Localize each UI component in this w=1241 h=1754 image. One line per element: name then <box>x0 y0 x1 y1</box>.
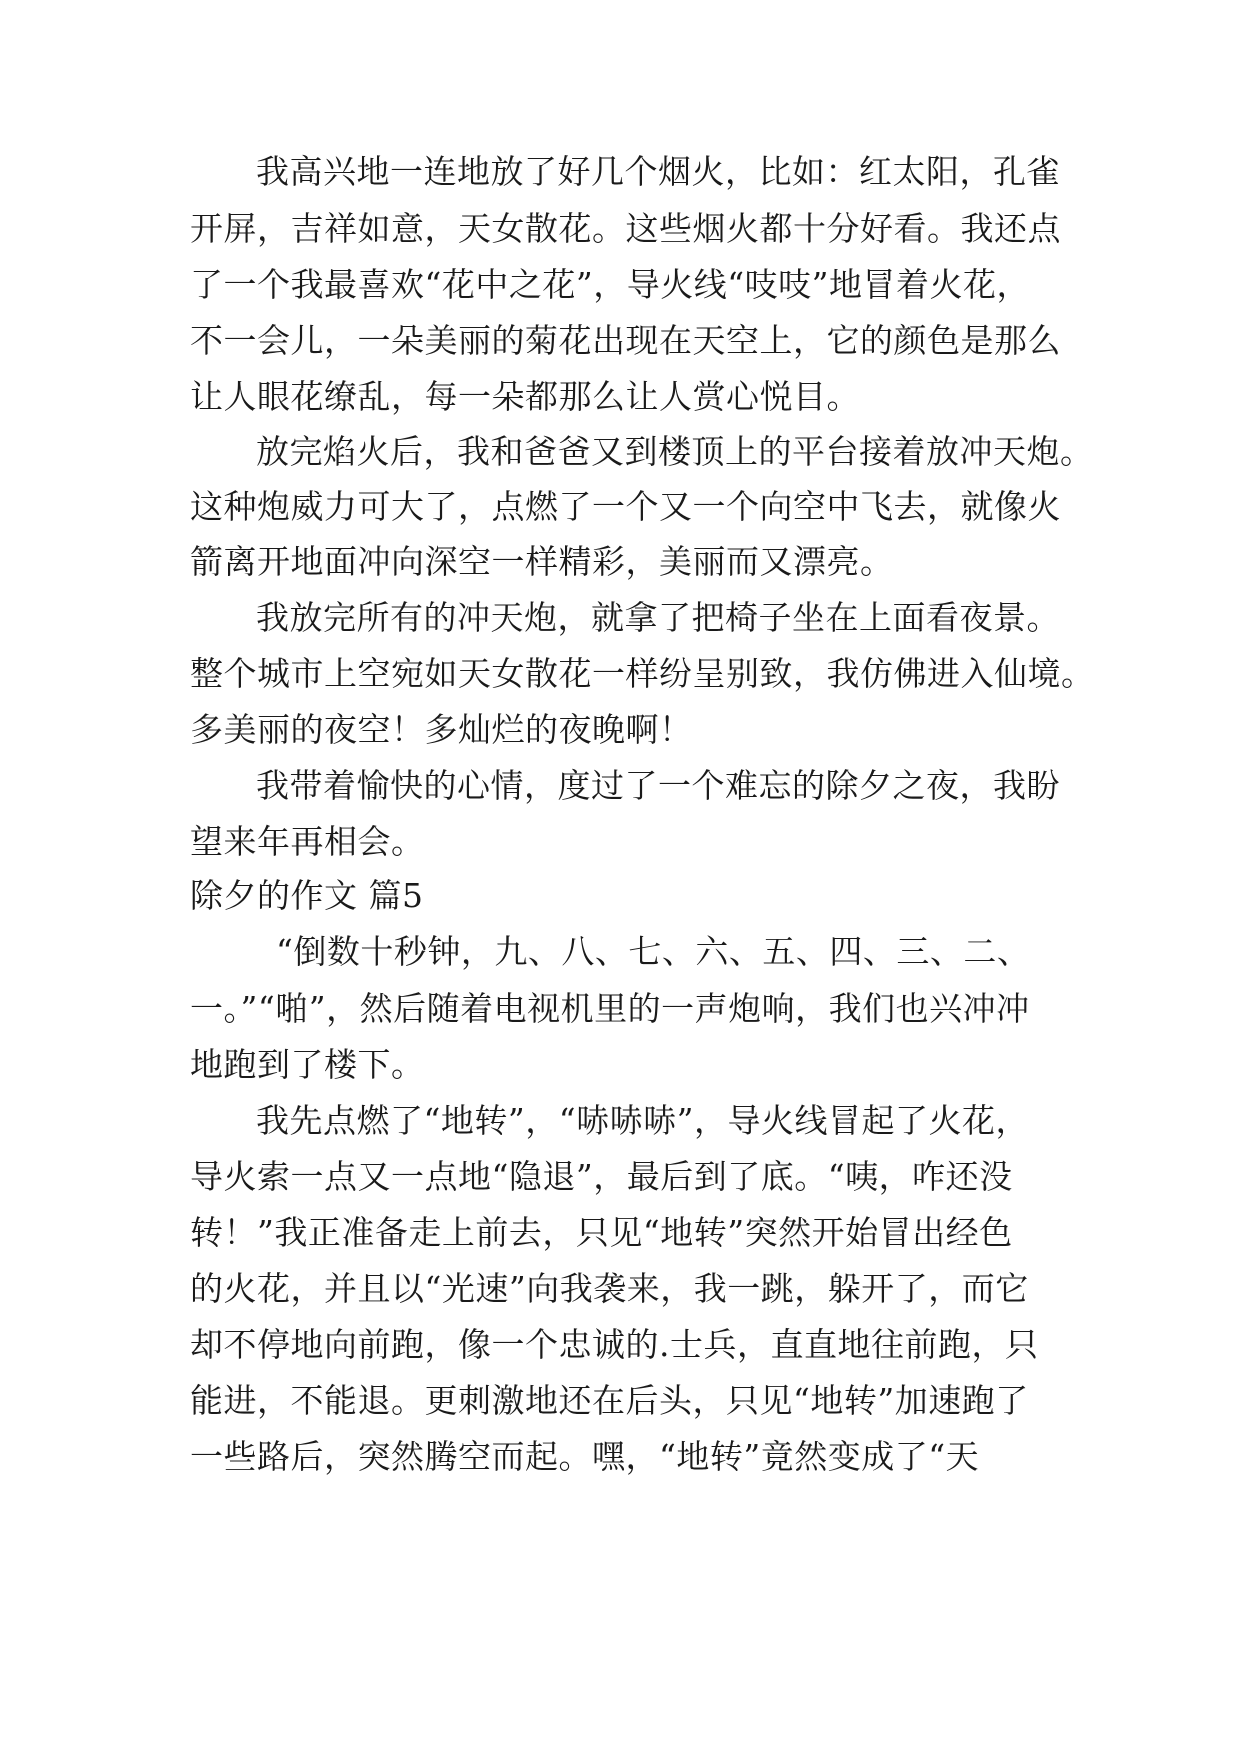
paragraph-line: 地跑到了楼下。 <box>190 1045 425 1084</box>
paragraph-line: 了一个我最喜欢“花中之花”，导火线“吱吱”地冒着火花， <box>190 265 1030 304</box>
paragraph-line: 整个城市上空宛如天女散花一样纷呈别致，我仿佛进入仙境。 <box>190 654 1095 693</box>
paragraph-line: 箭离开地面冲向深空一样精彩，美丽而又漂亮。 <box>190 542 894 581</box>
paragraph-line: 导火索一点又一点地“隐退”，最后到了底。“咦，咋还没 <box>190 1157 1013 1196</box>
paragraph-line: 望来年再相会。 <box>190 822 425 861</box>
paragraph-line: 多美丽的夜空！多灿烂的夜晚啊！ <box>190 710 693 749</box>
paragraph-line: 不一会儿，一朵美丽的菊花出现在天空上，它的颜色是那么 <box>190 321 1061 360</box>
paragraph-line: 我放完所有的冲天炮，就拿了把椅子坐在上面看夜景。 <box>256 598 1060 637</box>
paragraph-line: 让人眼花缭乱，每一朵都那么让人赏心悦目。 <box>190 377 860 416</box>
paragraph-line: 开屏，吉祥如意，天女散花。这些烟火都十分好看。我还点 <box>190 209 1061 248</box>
paragraph-line: “倒数十秒钟，九、八、七、六、五、四、三、二、 <box>276 932 1031 971</box>
paragraph-line: 我先点燃了“地转”，“哧哧哧”，导火线冒起了火花， <box>256 1101 1029 1140</box>
paragraph-line: 这种炮威力可大了，点燃了一个又一个向空中飞去，就像火 <box>190 487 1061 526</box>
paragraph-line: 我带着愉快的心情，度过了一个难忘的除夕之夜，我盼 <box>256 766 1060 805</box>
paragraph-line: 放完焰火后，我和爸爸又到楼顶上的平台接着放冲天炮。 <box>256 432 1094 471</box>
paragraph-line: 一些路后，突然腾空而起。嘿，“地转”竟然变成了“天 <box>190 1437 980 1476</box>
paragraph-line: 我高兴地一连地放了好几个烟火，比如：红太阳，孔雀 <box>256 152 1060 191</box>
paragraph-line: 一。”“啪”，然后随着电视机里的一声炮响，我们也兴冲冲 <box>190 989 1030 1028</box>
section-heading: 除夕的作文 篇5 <box>190 876 424 915</box>
paragraph-line: 却不停地向前跑，像一个忠诚的.士兵，直直地往前跑，只 <box>190 1325 1039 1364</box>
paragraph-line: 转！”我正准备走上前去，只见“地转”突然开始冒出经色 <box>190 1213 1013 1252</box>
paragraph-line: 能进，不能退。更刺激地还在后头，只见“地转”加速跑了 <box>190 1381 1029 1420</box>
paragraph-line: 的火花，并且以“光速”向我袭来，我一跳，躲开了，而它 <box>190 1269 1029 1308</box>
